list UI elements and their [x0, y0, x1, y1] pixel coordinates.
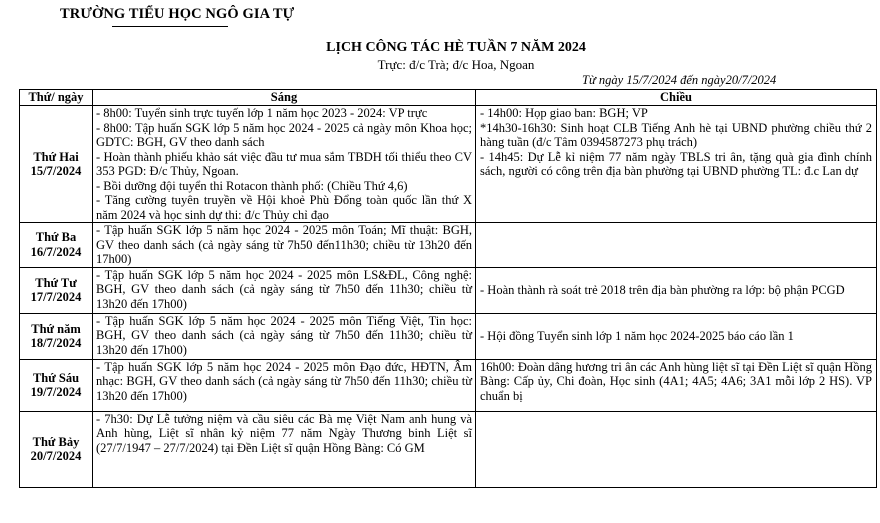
day-cell	[20, 359, 93, 411]
morning-item: - Tập huấn SGK lớp 5 năm học 2024 - 2025 môn Tiếng Việt, Tin học: BGH, GV theo danh sách (cả ngày sáng từ 7h50 đến 11h30; chiều từ 13h20 đến 17h00)	[96, 313, 472, 357]
morning-cell	[93, 223, 476, 268]
morning-item: - Tập huấn SGK lớp 5 năm học 2024 - 2025 môn Đạo đức, HĐTN, Âm nhạc: BGH, GV theo danh sách (cả ngày sáng từ 7h50 đến 11h30; chiều từ 13h20 đến 17h00)	[96, 359, 472, 403]
day-cell	[20, 313, 93, 359]
day-date: 17/7/2024	[30, 290, 82, 304]
morning-item: - Bồi dưỡng đội tuyển thi Rotacon thành phố: (Chiều Thứ 4,6)	[96, 178, 408, 193]
day-date: 16/7/2024	[30, 244, 82, 259]
afternoon-item: - Hội đồng Tuyển sinh lớp 1 năm học 2024-2025 báo cáo lần 1	[480, 328, 794, 343]
table-header-row	[20, 90, 877, 106]
day-name: Thứ Ba	[35, 230, 77, 245]
afternoon-cell	[476, 267, 877, 313]
afternoon-cell	[476, 106, 877, 223]
day-cell	[20, 223, 93, 268]
afternoon-item: - Hoàn thành rà soát trẻ 2018 trên địa bàn phường ra lớp: bộ phận PCGD	[480, 282, 845, 297]
duty-staff: Trực: đ/c Trà; đ/c Hoa, Ngoan	[377, 57, 535, 72]
schedule-table	[19, 89, 877, 488]
afternoon-item: - 14h45: Dự Lễ kỉ niệm 77 năm ngày TBLS tri ân, tặng quà gia đình chính sách, người có công trên địa bàn phường tại UBND phường TL: đ.c Lan dự	[480, 149, 872, 178]
morning-cell	[93, 313, 476, 359]
morning-cell	[93, 106, 476, 223]
morning-item: - 8h00: Tập huấn SGK lớp 5 năm học 2024 - 2025 cả ngày môn Khoa học; GDTC: BGH, GV theo danh sách	[96, 120, 472, 149]
day-date: 20/7/2024	[30, 449, 82, 463]
morning-cell	[93, 359, 476, 411]
day-name: Thứ Hai	[33, 149, 79, 164]
table-row-monday	[20, 106, 877, 223]
afternoon-item: - 14h00: Họp giao ban: BGH; VP	[480, 106, 648, 120]
morning-item: - Tăng cường tuyên truyền về Hội khoẻ Phù Đổng toàn quốc lần thứ X năm 2024 và học sinh dự thi: đ/c Thủy chỉ đạo	[96, 193, 472, 222]
table-row-saturday	[20, 411, 877, 487]
afternoon-item: *14h30-16h30: Sinh hoạt CLB Tiếng Anh hè tại UBND phường chiều thứ 2 hàng tuần (đ/c Tâm 0394587273 phụ trách)	[480, 120, 872, 149]
morning-item: - Tập huấn SGK lớp 5 năm học 2024 - 2025 môn Toán; Mĩ thuật: BGH, GV theo danh sách (cả ngày sáng từ 7h50 đến11h30; chiều từ 13h20 đến 17h00)	[96, 223, 472, 266]
afternoon-cell	[476, 359, 877, 411]
column-header-day: Thứ/ ngày	[20, 90, 93, 106]
table-row-friday	[20, 359, 877, 411]
day-date: 19/7/2024	[30, 385, 82, 399]
date-range: Từ ngày 15/7/2024 đến ngày20/7/2024	[582, 73, 777, 87]
day-date: 18/7/2024	[30, 336, 82, 350]
morning-item: - 8h00: Tuyển sinh trực tuyến lớp 1 năm học 2023 - 2024: VP trực	[96, 106, 428, 120]
table-row-tuesday	[20, 223, 877, 268]
school-underline	[112, 26, 228, 27]
table-row-thursday	[20, 313, 877, 359]
afternoon-cell	[476, 411, 877, 487]
day-name: Thứ Sáu	[32, 370, 80, 385]
morning-cell	[93, 411, 476, 487]
school-name: TRƯỜNG TIỂU HỌC NGÔ GIA TỰ	[60, 6, 295, 22]
column-header-afternoon: Chiều	[476, 90, 877, 106]
morning-item: - 7h30: Dự Lễ tưởng niệm và cầu siêu các Bà mẹ Việt Nam anh hung và Anh hùng, Liệt sĩ nhân kỷ niệm 77 năm Ngày Thương binh Liệt sĩ (27/7/1947 – 27/7/2024) tại Đền Liệt sĩ quận Hồng Bàng: Có GM	[96, 411, 472, 455]
afternoon-cell	[476, 313, 877, 359]
day-name: Thứ Bảy	[32, 434, 80, 449]
morning-cell	[93, 267, 476, 313]
column-header-morning: Sáng	[93, 90, 476, 106]
day-cell	[20, 267, 93, 313]
day-date: 15/7/2024	[30, 164, 82, 178]
morning-item: - Tập huấn SGK lớp 5 năm học 2024 - 2025 môn LS&ĐL, Công nghệ: BGH, GV theo danh sách (cả ngày sáng từ 7h50 đến 11h30; chiều từ 13h20 đến 17h00)	[96, 267, 472, 311]
day-name: Thứ năm	[31, 321, 81, 336]
day-name: Thứ Tư	[35, 275, 77, 290]
morning-item: - Hoàn thành phiếu khảo sát việc đầu tư mua sắm TBDH tối thiểu theo CV 353 PGD: Đ/c Thủy, Ngoan.	[96, 149, 472, 178]
day-cell	[20, 106, 93, 223]
schedule-title: LỊCH CÔNG TÁC HÈ TUẦN 7 NĂM 2024	[326, 40, 586, 55]
table-row-wednesday	[20, 267, 877, 313]
afternoon-cell	[476, 223, 877, 268]
day-cell	[20, 411, 93, 487]
afternoon-item: 16h00: Đoàn dâng hương tri ân các Anh hùng liệt sĩ tại Đền Liệt sĩ quận Hồng Bàng: Cấp ủy, Chi đoàn, Học sinh (4A1; 4A5; 4A6; 3A1 mỗi lớp 2 HS). VP chuẩn bị	[480, 359, 872, 403]
